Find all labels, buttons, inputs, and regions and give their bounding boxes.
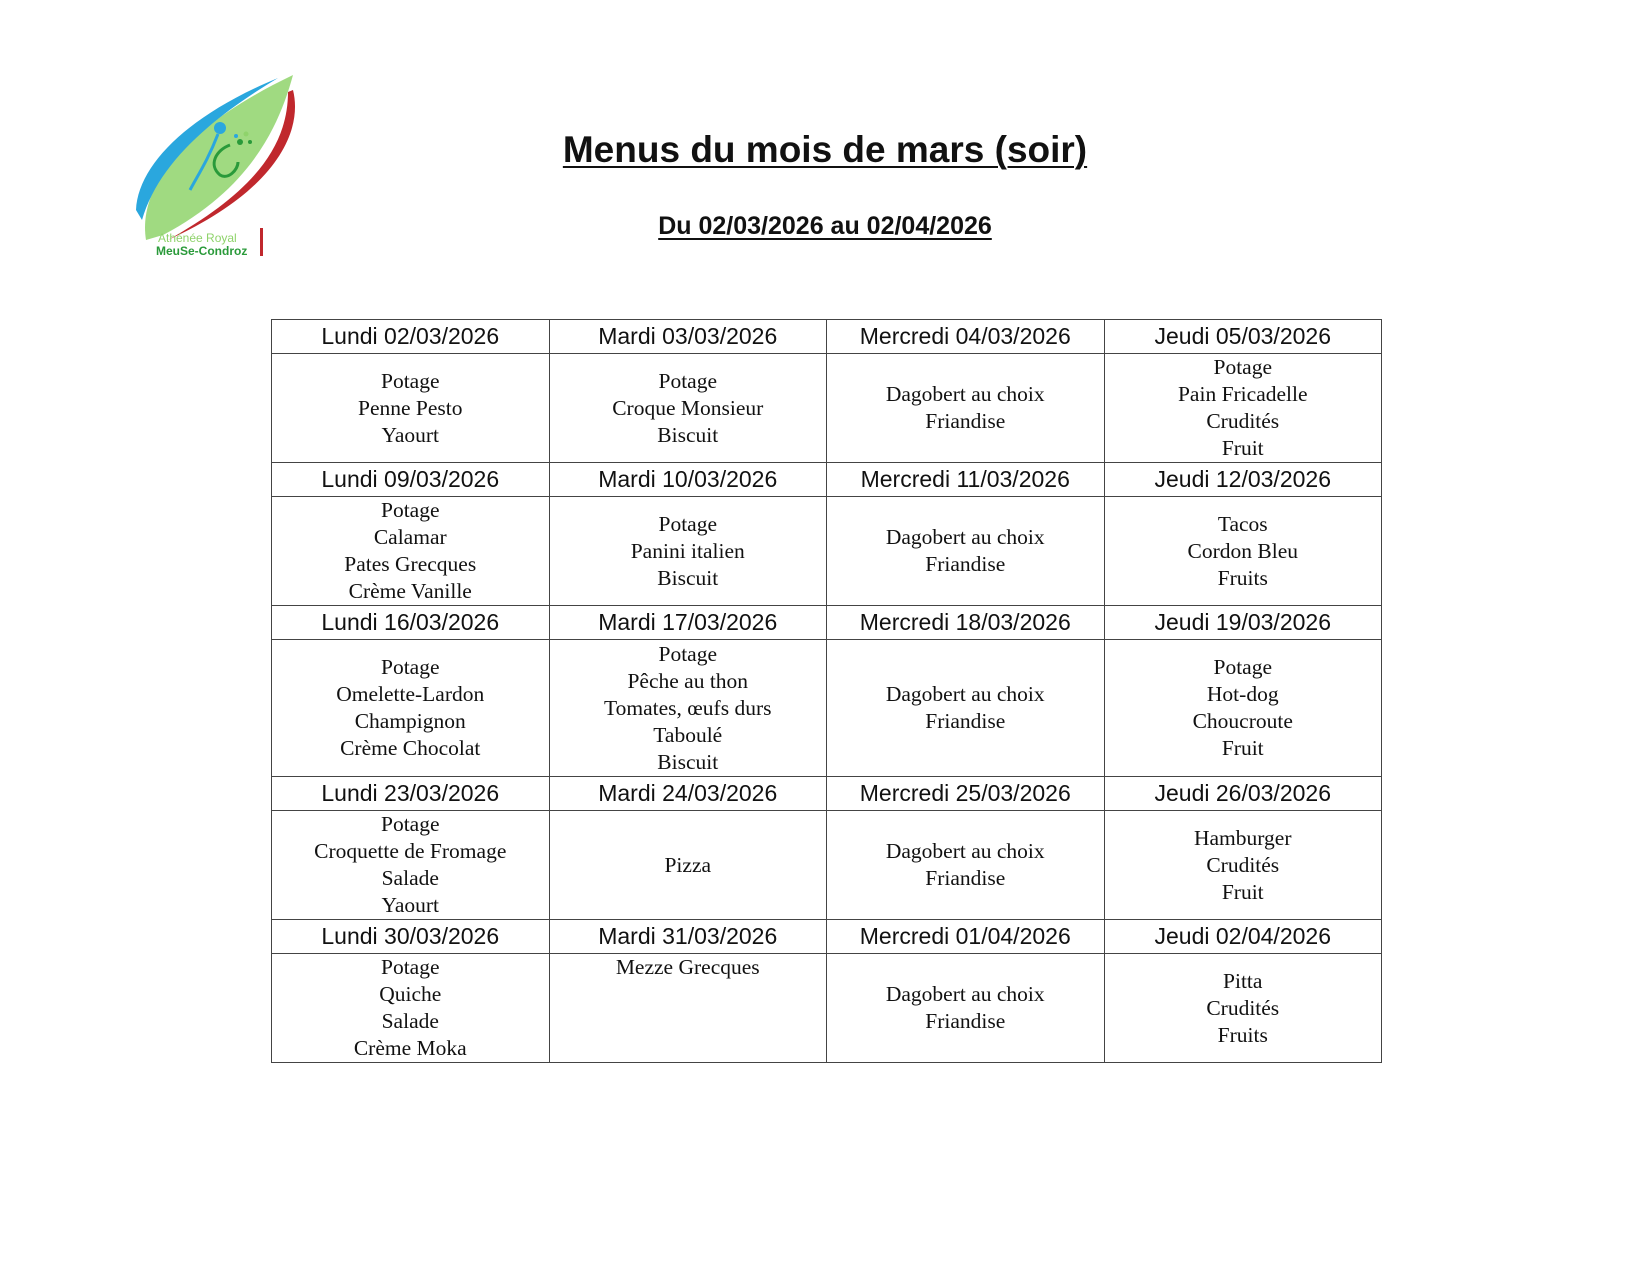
meal-item: Choucroute bbox=[1192, 709, 1293, 733]
meal-item: Mezze Grecques bbox=[615, 955, 760, 979]
meal-row bbox=[272, 497, 1382, 606]
meal-item: Tomates, œufs durs bbox=[604, 695, 772, 720]
meal-item: Pêche au thon bbox=[627, 668, 749, 693]
day-label: Mardi 10/03/2026 bbox=[549, 463, 827, 497]
meal-row bbox=[272, 354, 1382, 463]
meal-item: Crème Chocolat bbox=[340, 736, 481, 760]
meal-row bbox=[272, 640, 1382, 777]
meal-item: Pizza bbox=[664, 852, 712, 877]
day-label: Mardi 17/03/2026 bbox=[549, 606, 827, 640]
meal-item: Potage bbox=[1213, 355, 1273, 379]
meal-item: Yaourt bbox=[381, 893, 440, 917]
meal-cell bbox=[272, 497, 550, 606]
meal-item: Potage bbox=[658, 641, 718, 666]
meal-cell bbox=[827, 811, 1105, 920]
meal-item: Potage bbox=[1213, 655, 1273, 679]
meal-item: Calamar bbox=[373, 525, 447, 549]
meal-item: Dagobert au choix bbox=[885, 382, 1045, 406]
meal-item: Dagobert au choix bbox=[885, 525, 1045, 549]
meal-row bbox=[272, 954, 1382, 1063]
day-label: Lundi 09/03/2026 bbox=[272, 463, 550, 497]
day-label: Jeudi 02/04/2026 bbox=[1104, 920, 1382, 954]
meal-item: Potage bbox=[380, 498, 440, 522]
meal-item: Tacos bbox=[1217, 511, 1268, 536]
meal-item: Crudités bbox=[1206, 995, 1280, 1020]
meal-cell bbox=[549, 811, 827, 920]
meal-cell bbox=[827, 954, 1105, 1063]
meal-item: Dagobert au choix bbox=[885, 682, 1045, 706]
day-label: Mercredi 18/03/2026 bbox=[827, 606, 1105, 640]
meal-item: Friandise bbox=[925, 409, 1006, 433]
meal-cell bbox=[549, 354, 827, 463]
meal-item: Potage bbox=[658, 511, 718, 536]
meal-item: Biscuit bbox=[657, 749, 719, 774]
meal-item: Potage bbox=[380, 955, 440, 979]
meal-cell bbox=[549, 954, 827, 1063]
meal-item: Friandise bbox=[925, 866, 1006, 890]
day-header-row bbox=[272, 320, 1382, 354]
meal-item: Cordon Bleu bbox=[1187, 538, 1298, 563]
meal-item: Crème Moka bbox=[353, 1036, 467, 1060]
meal-item: Fruit bbox=[1221, 879, 1264, 904]
meal-cell bbox=[549, 640, 827, 777]
meal-item: Pates Grecques bbox=[344, 552, 477, 576]
meal-item: Pitta bbox=[1223, 968, 1263, 993]
day-header-row bbox=[272, 463, 1382, 497]
day-label: Jeudi 12/03/2026 bbox=[1104, 463, 1382, 497]
meal-item: Taboulé bbox=[653, 722, 723, 747]
meal-item: Champignon bbox=[354, 709, 466, 733]
day-label: Jeudi 05/03/2026 bbox=[1104, 320, 1382, 354]
meal-item: Panini italien bbox=[630, 538, 745, 563]
meal-item: Friandise bbox=[925, 1009, 1006, 1033]
meal-item: Croque Monsieur bbox=[612, 395, 764, 420]
day-label: Lundi 16/03/2026 bbox=[272, 606, 550, 640]
meal-cell bbox=[272, 954, 550, 1063]
meal-cell bbox=[827, 640, 1105, 777]
meal-item: Biscuit bbox=[657, 422, 719, 447]
meal-item: Crudités bbox=[1206, 852, 1280, 877]
meal-item: Pain Fricadelle bbox=[1177, 382, 1308, 406]
meal-item: Fruits bbox=[1217, 1022, 1268, 1047]
meal-cell bbox=[272, 354, 550, 463]
meal-item: Omelette-Lardon bbox=[336, 682, 485, 706]
meal-row bbox=[272, 811, 1382, 920]
meal-cell bbox=[549, 497, 827, 606]
meal-item: Hot-dog bbox=[1206, 682, 1279, 706]
day-label: Mercredi 01/04/2026 bbox=[827, 920, 1105, 954]
day-label: Lundi 02/03/2026 bbox=[272, 320, 550, 354]
meal-item: Fruit bbox=[1221, 436, 1264, 460]
day-header-row bbox=[272, 777, 1382, 811]
meal-item: Friandise bbox=[925, 709, 1006, 733]
meal-item: Fruits bbox=[1217, 565, 1268, 590]
day-header-row bbox=[272, 920, 1382, 954]
meal-item: Potage bbox=[380, 368, 440, 393]
period-subtitle-text: Du 02/03/2026 au 02/04/2026 bbox=[658, 212, 992, 240]
logo-text-line1: Athénée Royal bbox=[158, 231, 237, 245]
meal-item: Potage bbox=[658, 368, 718, 393]
meal-item: Dagobert au choix bbox=[885, 839, 1045, 863]
day-label: Mardi 24/03/2026 bbox=[549, 777, 827, 811]
day-header-row bbox=[272, 606, 1382, 640]
meal-cell bbox=[1104, 811, 1382, 920]
day-label: Jeudi 26/03/2026 bbox=[1104, 777, 1382, 811]
meal-item: Hamburger bbox=[1193, 825, 1292, 850]
meal-item: Biscuit bbox=[657, 565, 719, 590]
page-title-text: Menus du mois de mars (soir) bbox=[562, 129, 1088, 170]
meal-item: Quiche bbox=[379, 982, 442, 1006]
period-subtitle bbox=[0, 210, 1650, 242]
meal-cell bbox=[1104, 354, 1382, 463]
day-label: Lundi 30/03/2026 bbox=[272, 920, 550, 954]
meal-item: Dagobert au choix bbox=[885, 982, 1045, 1006]
meal-item: Salade bbox=[381, 1009, 439, 1033]
meal-cell bbox=[1104, 497, 1382, 606]
day-label: Mercredi 11/03/2026 bbox=[827, 463, 1105, 497]
day-label: Mardi 03/03/2026 bbox=[549, 320, 827, 354]
meal-cell bbox=[272, 811, 550, 920]
menu-table bbox=[271, 319, 1382, 1063]
meal-cell bbox=[827, 354, 1105, 463]
meal-item: Yaourt bbox=[381, 422, 440, 447]
day-label: Mercredi 04/03/2026 bbox=[827, 320, 1105, 354]
meal-item: Crudités bbox=[1206, 409, 1280, 433]
meal-item: Fruit bbox=[1221, 736, 1264, 760]
meal-item: Crème Vanille bbox=[348, 579, 472, 603]
logo-text-line2: MeuSe-Condroz bbox=[156, 244, 248, 258]
meal-item: Penne Pesto bbox=[357, 395, 463, 420]
day-label: Mercredi 25/03/2026 bbox=[827, 777, 1105, 811]
meal-item: Croquette de Fromage bbox=[314, 839, 507, 863]
day-label: Mardi 31/03/2026 bbox=[549, 920, 827, 954]
meal-item: Potage bbox=[380, 812, 440, 836]
meal-item: Salade bbox=[381, 866, 439, 890]
meal-item: Potage bbox=[380, 655, 440, 679]
day-label: Jeudi 19/03/2026 bbox=[1104, 606, 1382, 640]
meal-cell bbox=[827, 497, 1105, 606]
meal-cell bbox=[1104, 640, 1382, 777]
meal-cell bbox=[1104, 954, 1382, 1063]
meal-cell bbox=[272, 640, 550, 777]
page-title bbox=[0, 128, 1650, 172]
day-label: Lundi 23/03/2026 bbox=[272, 777, 550, 811]
meal-item: Friandise bbox=[925, 552, 1006, 576]
